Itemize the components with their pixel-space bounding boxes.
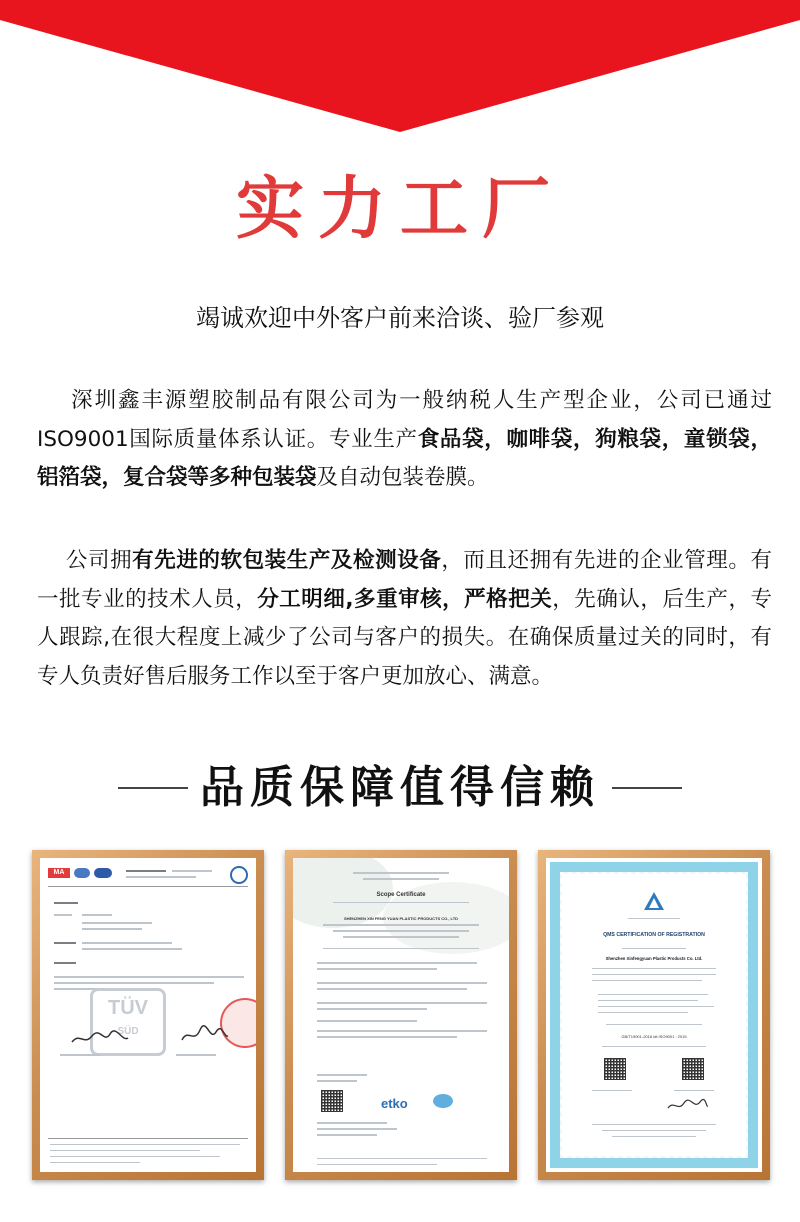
qms-heading: QMS CERTIFICATION OF REGISTRATION — [603, 932, 705, 938]
qr-code — [321, 1090, 343, 1112]
ma-mark: MA — [48, 868, 70, 878]
qr-code — [604, 1058, 626, 1080]
banner-shape — [0, 0, 800, 132]
quality-section-title: 品质保障值得信赖 — [200, 762, 600, 813]
certificate-body — [562, 874, 746, 1156]
leaf-watermark — [293, 858, 509, 968]
signature-mark — [70, 1028, 130, 1048]
emblem-icon — [644, 892, 664, 910]
red-chevron-banner — [0, 0, 800, 132]
capability-equipment: 有先进的软包装生产及检测设备 — [132, 548, 442, 573]
signature-mark — [180, 1024, 230, 1046]
qms-standard: GB/T19001-2016 idt ISO9001 : 2015 — [621, 1034, 687, 1039]
intro-text: 及自动包装卷膜。 — [316, 465, 489, 490]
textile-exchange-logo — [433, 1094, 453, 1108]
seal-logo — [230, 866, 248, 884]
company-capability-paragraph — [37, 542, 772, 696]
capability-text: ，先确认，后生产，专人跟踪,在很大程度上减少了公司与客户的损失。在确保质量过关的同时，有专人负责好售后服务工作以至于客户更加放心、满意。 — [37, 586, 772, 689]
certificate-frame-tuv — [32, 850, 264, 1180]
page-subtitle: 竭诚欢迎中外客户前来洽谈、验厂参观 — [196, 304, 604, 332]
qr-code — [682, 1058, 704, 1080]
cnas-logo — [74, 868, 90, 878]
page-title: 实力工厂 — [235, 170, 564, 249]
capability-process: 分工明细,多重审核，严格把关 — [257, 586, 553, 612]
certificate-frame-qms — [538, 850, 770, 1180]
ilac-logo — [94, 868, 112, 878]
scope-certificate-heading: Scope Certificate — [376, 892, 426, 898]
quality-section-header — [0, 758, 800, 818]
certificate-qms — [546, 858, 762, 1172]
certificate-frame-scope — [285, 850, 517, 1180]
capability-text: 公司拥 — [65, 548, 133, 573]
intro-products: 食品袋，咖啡袋，狗粮袋，童锁袋，铝箔袋，复合袋等多种包装袋 — [37, 426, 772, 490]
tuv-logo-text: TÜV — [108, 997, 148, 1019]
certificate-scope — [293, 858, 509, 1172]
etko-logo: etko — [381, 1096, 408, 1111]
certificate-tuv-report — [40, 858, 256, 1172]
capability-text: ，而且还拥有先进的企业管理。有一批专业的技术人员， — [37, 548, 772, 612]
intro-text: 深圳鑫丰源塑胶制品有限公司为一般纳税人生产型企业，公司已通过ISO9001国际质量体系认证。专业生产 — [37, 388, 772, 452]
divider-line — [612, 787, 682, 789]
signature-mark — [666, 1098, 710, 1112]
qms-company-name: Shenzhen Xinfengyuan Plastic Products Co. Ltd. — [605, 956, 703, 961]
tuv-logo-sub: SÜD — [117, 1026, 139, 1037]
company-intro-paragraph — [37, 382, 772, 498]
scope-company-name: SHENZHEN XIN FENG YUAN PLASTIC PRODUCTS CO., LTD — [343, 916, 459, 921]
